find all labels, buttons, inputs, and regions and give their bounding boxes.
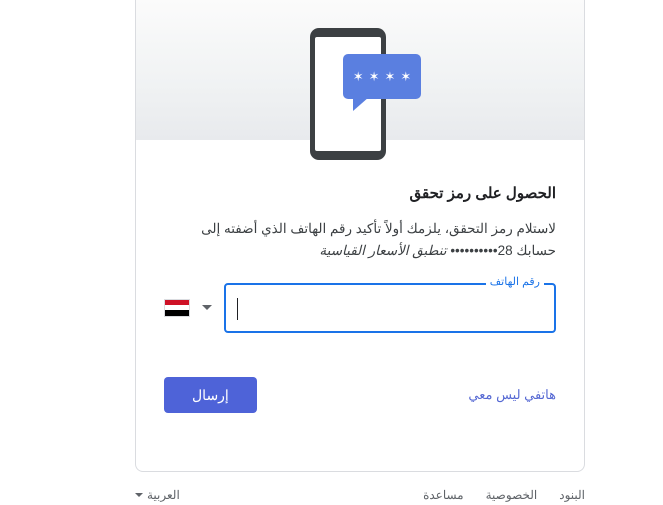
description-line-1: لاستلام رمز التحقق، يلزمك أولاً تأكيد رقم الهاتف الذي أضفته إلى حسابك [201,221,556,259]
phone-field-wrapper[interactable] [224,275,556,333]
message-bubble-icon [343,54,421,99]
footer-link-privacy[interactable]: الخصوصية [485,488,538,502]
illustration [136,0,584,175]
language-label: العربية [147,488,180,502]
send-button[interactable]: إرسال [164,377,257,413]
footer-links [423,488,585,502]
footer-link-help[interactable]: مساعدة [423,488,464,502]
language-selector[interactable] [135,488,180,502]
card-content [136,183,584,413]
phone-field-label: رقم الهاتف [486,277,544,288]
standard-rates-note: تنطبق الأسعار القياسية [319,243,447,259]
phone-input-row [164,275,556,333]
page-title: الحصول على رمز تحقق [409,185,556,202]
phone-number-input[interactable] [226,285,554,331]
footer-link-terms[interactable]: البنود [559,488,585,502]
card-description [164,218,556,263]
chevron-down-icon[interactable] [202,305,212,310]
footer [135,488,585,502]
code-star-3: ✶ [368,69,380,84]
card-actions [164,377,556,413]
text-cursor [237,298,238,320]
chevron-down-icon-language[interactable] [135,493,143,497]
code-star-4: ✶ [352,69,364,84]
code-star-2: ✶ [384,69,396,84]
masked-phone-number: ••••••••••28 [450,243,513,259]
phone-not-with-me-link[interactable]: هاتفي ليس معي [468,386,556,402]
code-star-1: ✶ [400,69,412,84]
flag-stripe-black [165,310,189,315]
country-flag-icon[interactable] [164,299,190,317]
verification-card [135,0,585,472]
